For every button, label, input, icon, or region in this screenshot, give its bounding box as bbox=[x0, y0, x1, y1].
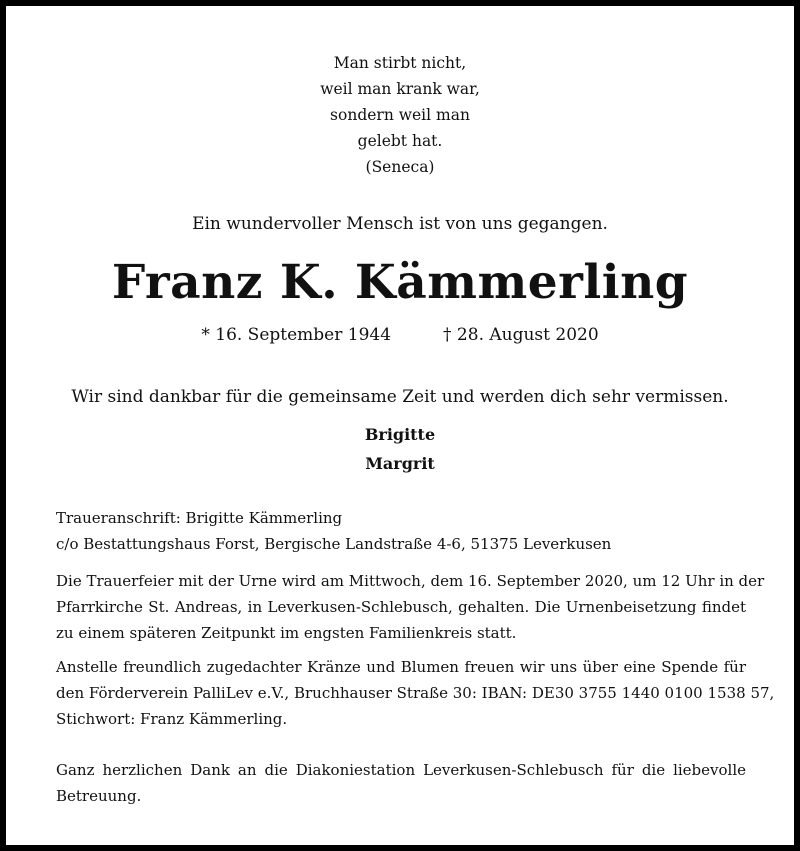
death-date: † 28. August 2020 bbox=[443, 325, 599, 345]
deceased-name: Franz K. Kämmerling bbox=[111, 255, 689, 310]
signers bbox=[0, 420, 800, 478]
paragraph-line: den Förderverein PalliLev e.V., Bruchhauser Straße 30: IBAN: DE30 3755 1440 0100 1538 57, bbox=[56, 684, 775, 702]
paragraph-line: Anstelle freundlich zugedachter Kränze und Blumen freuen wir uns über eine Spende für bbox=[56, 658, 746, 676]
seneca-quote bbox=[0, 50, 800, 180]
paragraph-line: Betreuung. bbox=[56, 787, 142, 805]
signer-name: Margrit bbox=[365, 454, 435, 473]
paragraph-line: Die Trauerfeier mit der Urne wird am Mittwoch, dem 16. September 2020, um 12 Uhr in der bbox=[56, 572, 765, 590]
birth-date: * 16. September 1944 bbox=[201, 325, 392, 345]
signer-name: Brigitte bbox=[364, 425, 436, 444]
gratitude-paragraph bbox=[56, 757, 746, 809]
quote-line: gelebt hat. bbox=[357, 132, 443, 150]
ceremony-paragraph bbox=[56, 568, 765, 646]
quote-line: weil man krank war, bbox=[320, 80, 480, 98]
thanks-text: Wir sind dankbar für die gemeinsame Zeit und werden dich sehr vermissen. bbox=[71, 387, 729, 407]
mourning-address bbox=[56, 505, 746, 557]
paragraph-line: Pfarrkirche St. Andreas, in Leverkusen-Schlebusch, gehalten. Die Urnenbeisetzung findet bbox=[56, 598, 746, 616]
intro-text: Ein wundervoller Mensch ist von uns gegangen. bbox=[192, 214, 608, 234]
life-dates bbox=[0, 322, 800, 348]
paragraph-line: Stichwort: Franz Kämmerling. bbox=[56, 710, 288, 728]
quote-author: (Seneca) bbox=[365, 158, 435, 176]
address-line: c/o Bestattungshaus Forst, Bergische Landstraße 4-6, 51375 Leverkusen bbox=[56, 535, 612, 553]
quote-line: sondern weil man bbox=[330, 106, 470, 124]
paragraph-line: zu einem späteren Zeitpunkt im engsten Familienkreis statt. bbox=[56, 624, 517, 642]
paragraph-line: Ganz herzlichen Dank an die Diakoniestation Leverkusen-Schlebusch für die liebevolle bbox=[56, 761, 746, 779]
quote-line: Man stirbt nicht, bbox=[333, 54, 467, 72]
address-line: Traueranschrift: Brigitte Kämmerling bbox=[56, 509, 343, 527]
donation-paragraph bbox=[56, 654, 775, 732]
